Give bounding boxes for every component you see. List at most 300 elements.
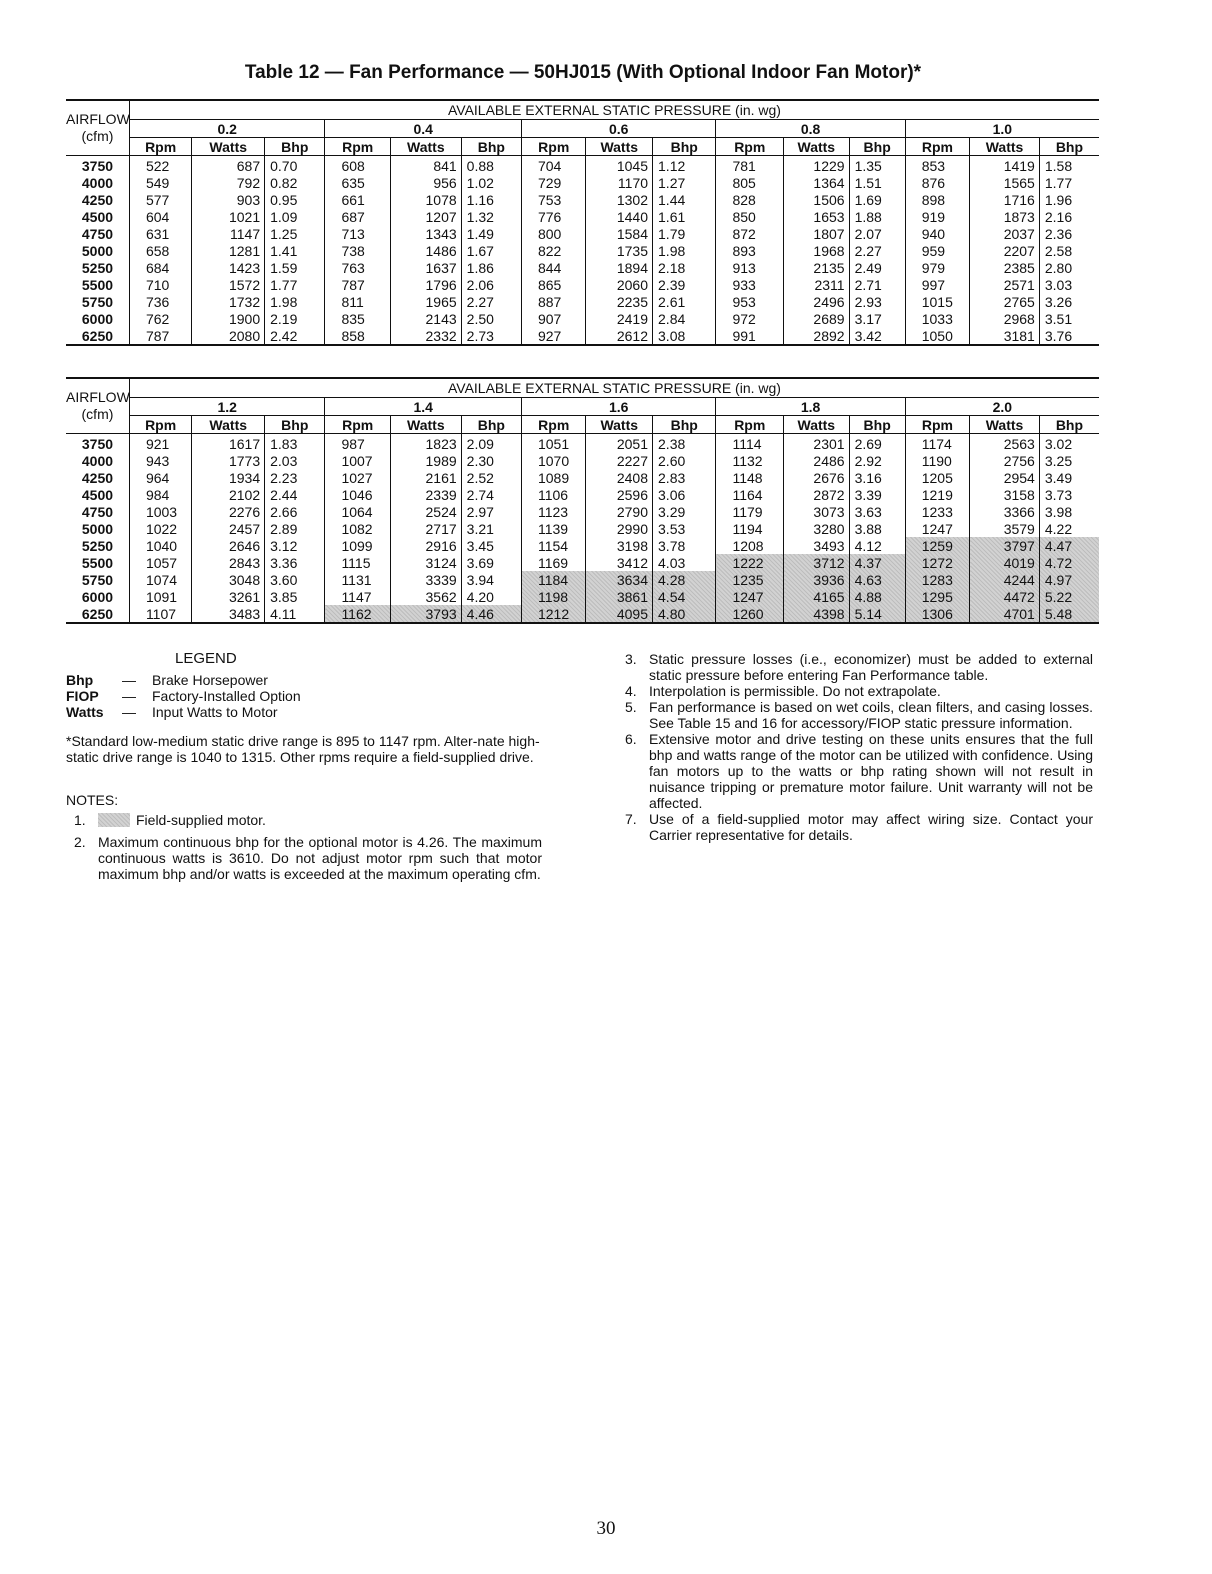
column-label: Bhp <box>461 416 521 434</box>
rpm-cell: 1306 <box>905 605 969 623</box>
bhp-cell: 2.30 <box>461 452 521 469</box>
rpm-cell: 736 <box>129 293 191 310</box>
table-row <box>66 434 1099 453</box>
rpm-cell: 729 <box>521 174 585 191</box>
note-item <box>74 812 546 828</box>
airflow-label: AIRFLOW <box>66 389 130 405</box>
bhp-cell: 2.84 <box>653 310 716 327</box>
fan-performance-table-low <box>66 99 1099 346</box>
bhp-cell: 2.60 <box>653 452 716 469</box>
pressure-value: 1.4 <box>325 398 522 416</box>
watts-cell: 1823 <box>390 434 461 453</box>
rpm-cell: 1148 <box>716 469 784 486</box>
watts-cell: 4165 <box>784 588 850 605</box>
rpm-cell: 1283 <box>905 571 969 588</box>
airflow-value: 4750 <box>81 503 114 520</box>
airflow-value: 5500 <box>81 276 114 293</box>
watts-cell: 2990 <box>586 520 653 537</box>
note-number: 5. <box>625 699 637 715</box>
rpm-cell: 1070 <box>521 452 585 469</box>
bhp-cell: 1.69 <box>849 191 905 208</box>
notes-title: NOTES: <box>66 792 119 808</box>
bhp-cell: 3.98 <box>1039 503 1099 520</box>
note-item <box>74 834 546 882</box>
table-row <box>66 276 1099 293</box>
watts-cell: 2954 <box>970 469 1040 486</box>
watts-cell: 2051 <box>586 434 653 453</box>
rpm-cell: 1222 <box>716 554 784 571</box>
column-label: Watts <box>192 416 265 434</box>
rpm-cell: 921 <box>129 434 191 453</box>
rpm-cell: 1022 <box>129 520 191 537</box>
legend-row <box>66 672 301 688</box>
watts-cell: 2227 <box>586 452 653 469</box>
pressure-value: 1.8 <box>716 398 905 416</box>
rpm-cell: 738 <box>325 242 391 259</box>
rpm-cell: 835 <box>325 310 391 327</box>
table-row <box>66 293 1099 310</box>
legend-text: Brake Horsepower <box>152 672 268 688</box>
table-row <box>66 310 1099 327</box>
note-text: Static pressure losses (i.e., economizer) must be added to external static pressure before entering Fan Performance table. <box>649 651 1093 683</box>
watts-cell: 3562 <box>390 588 461 605</box>
bhp-cell: 2.73 <box>461 327 521 345</box>
rpm-cell: 865 <box>521 276 585 293</box>
rpm-cell: 927 <box>521 327 585 345</box>
legend-text: Input Watts to Motor <box>152 704 278 720</box>
watts-cell: 687 <box>192 156 265 175</box>
watts-cell: 1572 <box>192 276 265 293</box>
bhp-cell: 3.78 <box>653 537 716 554</box>
table-row <box>66 571 1099 588</box>
watts-cell: 2060 <box>586 276 653 293</box>
rpm-cell: 1099 <box>325 537 391 554</box>
airflow-value: 4500 <box>81 208 114 225</box>
bhp-cell: 1.49 <box>461 225 521 242</box>
bhp-cell: 3.03 <box>1039 276 1099 293</box>
legend-abbr: Watts <box>66 704 104 720</box>
table-title: Table 12 — Fan Performance — 50HJ015 (With Optional Indoor Fan Motor)* <box>244 62 922 83</box>
watts-cell: 3280 <box>784 520 850 537</box>
bhp-cell: 2.97 <box>461 503 521 520</box>
watts-cell: 3412 <box>586 554 653 571</box>
note-text: Field-supplied motor. <box>136 812 266 828</box>
table-row <box>66 225 1099 242</box>
bhp-cell: 3.06 <box>653 486 716 503</box>
bhp-cell: 2.27 <box>849 242 905 259</box>
note-number: 4. <box>625 683 637 699</box>
watts-cell: 1364 <box>784 174 850 191</box>
bhp-cell: 1.35 <box>849 156 905 175</box>
watts-cell: 1584 <box>586 225 653 242</box>
column-label: Bhp <box>849 138 905 156</box>
rpm-cell: 805 <box>716 174 784 191</box>
watts-cell: 956 <box>390 174 461 191</box>
watts-cell: 1989 <box>390 452 461 469</box>
watts-cell: 2235 <box>586 293 653 310</box>
table-row <box>66 486 1099 503</box>
table-row <box>66 554 1099 571</box>
rpm-cell: 658 <box>129 242 191 259</box>
watts-cell: 2646 <box>192 537 265 554</box>
rpm-cell: 1091 <box>129 588 191 605</box>
watts-cell: 1735 <box>586 242 653 259</box>
watts-cell: 2916 <box>390 537 461 554</box>
watts-cell: 1078 <box>390 191 461 208</box>
bhp-cell: 1.96 <box>1039 191 1099 208</box>
watts-cell: 2080 <box>192 327 265 345</box>
rpm-cell: 1162 <box>325 605 391 623</box>
watts-cell: 2161 <box>390 469 461 486</box>
watts-cell: 1302 <box>586 191 653 208</box>
watts-cell: 2790 <box>586 503 653 520</box>
watts-cell: 1894 <box>586 259 653 276</box>
bhp-cell: 5.22 <box>1039 588 1099 605</box>
rpm-cell: 1082 <box>325 520 391 537</box>
column-label: Rpm <box>716 138 784 156</box>
bhp-cell: 2.58 <box>1039 242 1099 259</box>
rpm-cell: 991 <box>716 327 784 345</box>
bhp-cell: 4.22 <box>1039 520 1099 537</box>
watts-cell: 2486 <box>784 452 850 469</box>
rpm-cell: 1033 <box>905 310 969 327</box>
bhp-cell: 3.36 <box>265 554 325 571</box>
watts-cell: 1565 <box>970 174 1040 191</box>
watts-cell: 2765 <box>970 293 1040 310</box>
column-label: Bhp <box>265 416 325 434</box>
airflow-value: 4750 <box>81 225 114 242</box>
note-number: 3. <box>625 651 637 667</box>
table-row <box>66 208 1099 225</box>
column-label: Rpm <box>716 416 784 434</box>
bhp-cell: 4.12 <box>849 537 905 554</box>
bhp-cell: 1.16 <box>461 191 521 208</box>
watts-cell: 2756 <box>970 452 1040 469</box>
column-label: Watts <box>390 138 461 156</box>
bhp-cell: 1.32 <box>461 208 521 225</box>
watts-cell: 2339 <box>390 486 461 503</box>
watts-cell: 1281 <box>192 242 265 259</box>
rpm-cell: 844 <box>521 259 585 276</box>
rpm-cell: 763 <box>325 259 391 276</box>
bhp-cell: 4.03 <box>653 554 716 571</box>
table-row <box>66 503 1099 520</box>
column-label: Bhp <box>1039 138 1099 156</box>
rpm-cell: 893 <box>716 242 784 259</box>
airflow-value: 6250 <box>66 327 129 345</box>
rpm-cell: 979 <box>905 259 969 276</box>
table-row <box>66 469 1099 486</box>
bhp-cell: 2.36 <box>1039 225 1099 242</box>
table-row <box>66 588 1099 605</box>
column-label: Bhp <box>461 138 521 156</box>
bhp-cell: 3.69 <box>461 554 521 571</box>
legend-row <box>66 688 301 704</box>
bhp-cell: 4.63 <box>849 571 905 588</box>
note-text: Maximum continuous bhp for the optional motor is 4.26. The maximum continuous watts is 3610. Do not adjust motor rpm such that motor maximum bhp and/or watts is exceeded at the maximum operating cfm. <box>98 834 542 882</box>
table-row <box>66 191 1099 208</box>
rpm-cell: 1164 <box>716 486 784 503</box>
bhp-cell: 4.97 <box>1039 571 1099 588</box>
watts-cell: 4095 <box>586 605 653 623</box>
rpm-cell: 1051 <box>521 434 585 453</box>
rpm-cell: 787 <box>325 276 391 293</box>
rpm-cell: 972 <box>716 310 784 327</box>
airflow-value: 3750 <box>81 435 114 452</box>
bhp-cell: 2.44 <box>265 486 325 503</box>
rpm-cell: 1114 <box>716 434 784 453</box>
rpm-cell: 710 <box>129 276 191 293</box>
watts-cell: 3483 <box>192 605 265 623</box>
watts-cell: 1773 <box>192 452 265 469</box>
bhp-cell: 4.80 <box>653 605 716 623</box>
note-number: 2. <box>74 834 86 850</box>
bhp-cell: 2.19 <box>265 310 325 327</box>
watts-cell: 1343 <box>390 225 461 242</box>
bhp-cell: 4.47 <box>1039 537 1099 554</box>
rpm-cell: 1015 <box>905 293 969 310</box>
rpm-cell: 1027 <box>325 469 391 486</box>
watts-cell: 2843 <box>192 554 265 571</box>
rpm-cell: 887 <box>521 293 585 310</box>
pressure-value: 1.2 <box>129 398 325 416</box>
rpm-cell: 1132 <box>716 452 784 469</box>
bhp-cell: 0.95 <box>265 191 325 208</box>
note-text: Use of a field-supplied motor may affect wiring size. Contact your Carrier representative for details. <box>649 811 1093 843</box>
watts-cell: 2037 <box>970 225 1040 242</box>
watts-cell: 2496 <box>784 293 850 310</box>
watts-cell: 2301 <box>784 434 850 453</box>
watts-cell: 1486 <box>390 242 461 259</box>
rpm-cell: 1074 <box>129 571 191 588</box>
watts-cell: 2676 <box>784 469 850 486</box>
rpm-cell: 959 <box>905 242 969 259</box>
watts-cell: 1045 <box>586 156 653 175</box>
rpm-cell: 1107 <box>129 605 191 623</box>
legend-dash: — <box>122 688 136 704</box>
bhp-cell: 2.42 <box>265 327 325 345</box>
watts-cell: 4244 <box>970 571 1040 588</box>
rpm-cell: 943 <box>129 452 191 469</box>
watts-cell: 3261 <box>192 588 265 605</box>
rpm-cell: 631 <box>129 225 191 242</box>
watts-cell: 3158 <box>970 486 1040 503</box>
bhp-cell: 5.14 <box>849 605 905 623</box>
column-label: Watts <box>970 416 1040 434</box>
watts-cell: 2311 <box>784 276 850 293</box>
airflow-header <box>66 100 129 156</box>
bhp-cell: 2.74 <box>461 486 521 503</box>
pressure-value: 0.8 <box>716 120 905 138</box>
table-row <box>66 156 1099 175</box>
bhp-cell: 1.25 <box>265 225 325 242</box>
bhp-cell: 2.83 <box>653 469 716 486</box>
watts-cell: 2612 <box>586 327 653 345</box>
bhp-cell: 2.18 <box>653 259 716 276</box>
rpm-cell: 1115 <box>325 554 391 571</box>
drive-range-footnote: *Standard low-medium static drive range is 895 to 1147 rpm. Alter-nate high-static drive range is 1040 to 1315. Other rpms require a field-supplied drive. <box>66 733 540 765</box>
rpm-cell: 1154 <box>521 537 585 554</box>
note-item <box>625 731 1097 811</box>
rpm-cell: 753 <box>521 191 585 208</box>
airflow-value: 5250 <box>81 259 114 276</box>
bhp-cell: 3.21 <box>461 520 521 537</box>
airflow-label: AIRFLOW <box>66 111 130 127</box>
rpm-cell: 1147 <box>325 588 391 605</box>
bhp-cell: 2.66 <box>265 503 325 520</box>
rpm-cell: 713 <box>325 225 391 242</box>
rpm-cell: 1295 <box>905 588 969 605</box>
rpm-cell: 1007 <box>325 452 391 469</box>
bhp-cell: 3.29 <box>653 503 716 520</box>
note-text: Extensive motor and drive testing on these units ensures that the full bhp and watts range of the motor can be utilized with confidence. Using fan motors up to the watts or bhp rating shown will not result in nuisance tripping or premature motor failure. Unit warranty will not be affected. <box>649 731 1093 811</box>
pressure-value: 0.6 <box>521 120 715 138</box>
rpm-cell: 940 <box>905 225 969 242</box>
bhp-cell: 3.26 <box>1039 293 1099 310</box>
watts-cell: 1900 <box>192 310 265 327</box>
rpm-cell: 661 <box>325 191 391 208</box>
airflow-unit: (cfm) <box>81 128 114 144</box>
rpm-cell: 800 <box>521 225 585 242</box>
watts-cell: 3339 <box>390 571 461 588</box>
rpm-cell: 787 <box>129 327 191 345</box>
column-label: Bhp <box>265 138 325 156</box>
watts-cell: 2872 <box>784 486 850 503</box>
bhp-cell: 3.08 <box>653 327 716 345</box>
bhp-cell: 3.16 <box>849 469 905 486</box>
watts-cell: 1653 <box>784 208 850 225</box>
column-label: Rpm <box>325 416 391 434</box>
airflow-value: 5750 <box>81 293 114 310</box>
bhp-cell: 1.67 <box>461 242 521 259</box>
table-row <box>66 537 1099 554</box>
table-row <box>66 259 1099 276</box>
rpm-cell: 1174 <box>905 434 969 453</box>
note-number: 6. <box>625 731 637 747</box>
bhp-cell: 1.02 <box>461 174 521 191</box>
column-label: Watts <box>390 416 461 434</box>
bhp-cell: 3.88 <box>849 520 905 537</box>
rpm-cell: 858 <box>325 327 391 345</box>
rpm-cell: 1139 <box>521 520 585 537</box>
watts-cell: 1423 <box>192 259 265 276</box>
rpm-cell: 781 <box>716 156 784 175</box>
rpm-cell: 684 <box>129 259 191 276</box>
bhp-cell: 1.41 <box>265 242 325 259</box>
bhp-cell: 3.73 <box>1039 486 1099 503</box>
watts-cell: 1170 <box>586 174 653 191</box>
watts-cell: 3861 <box>586 588 653 605</box>
bhp-cell: 0.88 <box>461 156 521 175</box>
watts-cell: 3366 <box>970 503 1040 520</box>
rpm-cell: 919 <box>905 208 969 225</box>
watts-cell: 1807 <box>784 225 850 242</box>
airflow-value: 5500 <box>81 554 114 571</box>
rpm-cell: 1123 <box>521 503 585 520</box>
bhp-cell: 2.27 <box>461 293 521 310</box>
watts-cell: 841 <box>390 156 461 175</box>
bhp-cell: 1.77 <box>1039 174 1099 191</box>
bhp-cell: 2.03 <box>265 452 325 469</box>
bhp-cell: 2.07 <box>849 225 905 242</box>
watts-cell: 2419 <box>586 310 653 327</box>
bhp-cell: 0.82 <box>265 174 325 191</box>
bhp-cell: 3.85 <box>265 588 325 605</box>
watts-cell: 1732 <box>192 293 265 310</box>
column-label: Watts <box>586 416 653 434</box>
watts-cell: 1873 <box>970 208 1040 225</box>
note-item <box>625 699 1097 731</box>
rpm-cell: 1259 <box>905 537 969 554</box>
airflow-value: 6250 <box>66 605 129 623</box>
watts-cell: 3198 <box>586 537 653 554</box>
watts-cell: 1419 <box>970 156 1040 175</box>
rpm-cell: 776 <box>521 208 585 225</box>
legend-title: LEGEND <box>175 650 237 667</box>
watts-cell: 792 <box>192 174 265 191</box>
watts-cell: 1968 <box>784 242 850 259</box>
rpm-cell: 608 <box>325 156 391 175</box>
bhp-cell: 3.51 <box>1039 310 1099 327</box>
rpm-cell: 635 <box>325 174 391 191</box>
rpm-cell: 762 <box>129 310 191 327</box>
watts-cell: 1934 <box>192 469 265 486</box>
bhp-cell: 2.38 <box>653 434 716 453</box>
rpm-cell: 964 <box>129 469 191 486</box>
watts-cell: 1506 <box>784 191 850 208</box>
bhp-cell: 3.02 <box>1039 434 1099 453</box>
bhp-cell: 2.52 <box>461 469 521 486</box>
rpm-cell: 1198 <box>521 588 585 605</box>
rpm-cell: 872 <box>716 225 784 242</box>
bhp-cell: 2.71 <box>849 276 905 293</box>
legend-abbr: Bhp <box>66 672 94 688</box>
airflow-value: 4250 <box>81 191 114 208</box>
watts-cell: 2524 <box>390 503 461 520</box>
bhp-cell: 1.77 <box>265 276 325 293</box>
watts-cell: 1440 <box>586 208 653 225</box>
airflow-value: 4250 <box>81 469 114 486</box>
rpm-cell: 1057 <box>129 554 191 571</box>
bhp-cell: 3.63 <box>849 503 905 520</box>
legend-text: Factory-Installed Option <box>152 688 301 704</box>
table-row <box>66 452 1099 469</box>
legend-abbr: FIOP <box>66 688 99 704</box>
watts-cell: 2892 <box>784 327 850 345</box>
column-label: Bhp <box>1039 416 1099 434</box>
rpm-cell: 876 <box>905 174 969 191</box>
column-label: Watts <box>192 138 265 156</box>
bhp-cell: 1.61 <box>653 208 716 225</box>
pressure-value: 0.2 <box>129 120 325 138</box>
watts-cell: 2276 <box>192 503 265 520</box>
airflow-value: 5000 <box>81 242 114 259</box>
watts-cell: 903 <box>192 191 265 208</box>
rpm-cell: 822 <box>521 242 585 259</box>
watts-cell: 1617 <box>192 434 265 453</box>
notes-right <box>625 651 1097 843</box>
column-label: Rpm <box>129 138 191 156</box>
watts-cell: 3181 <box>970 327 1040 345</box>
airflow-header <box>66 378 129 434</box>
rpm-cell: 1212 <box>521 605 585 623</box>
watts-cell: 4472 <box>970 588 1040 605</box>
pressure-value: 1.0 <box>905 120 1099 138</box>
rpm-cell: 850 <box>716 208 784 225</box>
watts-cell: 4701 <box>970 605 1040 623</box>
watts-cell: 3579 <box>970 520 1040 537</box>
bhp-cell: 1.12 <box>653 156 716 175</box>
